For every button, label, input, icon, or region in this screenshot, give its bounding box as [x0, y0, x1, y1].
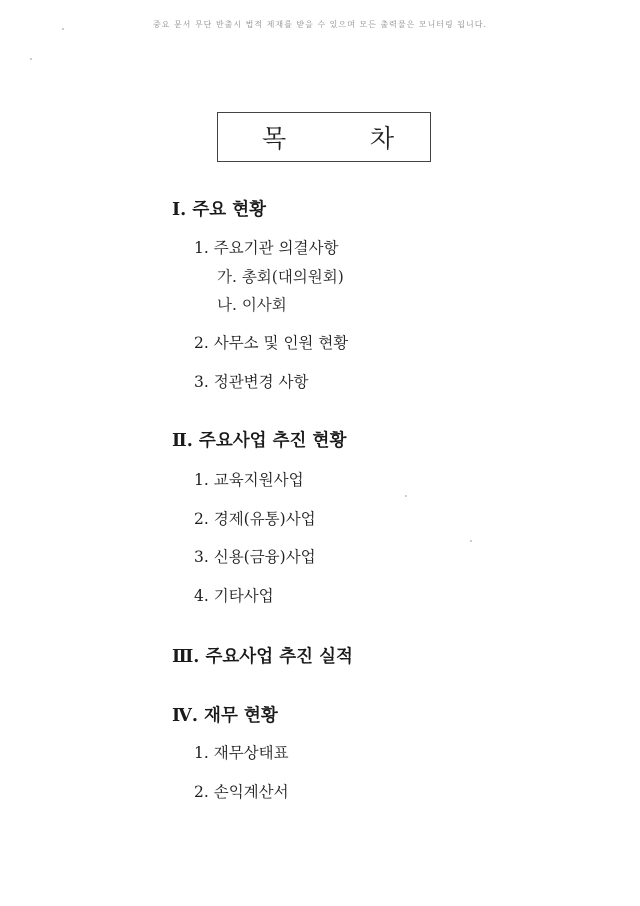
toc-item: 3. 신용(금융)사업	[194, 548, 316, 566]
toc-item: 2. 손익계산서	[194, 783, 289, 801]
section-heading-4: Ⅳ. 재무 현황	[172, 706, 278, 726]
toc-item: 1. 재무상태표	[194, 744, 289, 762]
scan-speck	[62, 28, 64, 30]
scan-speck	[30, 58, 32, 60]
section-heading-1: Ⅰ. 주요 현황	[172, 200, 267, 220]
toc-item: 3. 정관변경 사항	[194, 373, 309, 391]
section-heading-2: Ⅱ. 주요사업 추진 현황	[172, 431, 347, 451]
toc-title-right: 차	[369, 124, 394, 153]
toc-title-left: 목	[262, 124, 287, 153]
toc-subitem: 나. 이사회	[217, 296, 287, 314]
section-heading-3: Ⅲ. 주요사업 추진 실적	[172, 647, 353, 667]
toc-item: 1. 주요기관 의결사항	[194, 239, 339, 257]
scan-speck	[470, 540, 472, 542]
toc-item: 1. 교육지원사업	[194, 471, 304, 489]
toc-subitem: 가. 총회(대의원회)	[217, 268, 344, 286]
toc-item: 2. 경제(유통)사업	[194, 510, 316, 528]
toc-item: 2. 사무소 및 인원 현황	[194, 334, 349, 352]
scan-speck	[405, 495, 407, 497]
security-notice: 중요 문서 무단 반출시 법적 제재를 받을 수 있으며 모든 출력물은 모니터링 됩니다.	[152, 20, 488, 29]
toc-item: 4. 기타사업	[194, 587, 274, 605]
